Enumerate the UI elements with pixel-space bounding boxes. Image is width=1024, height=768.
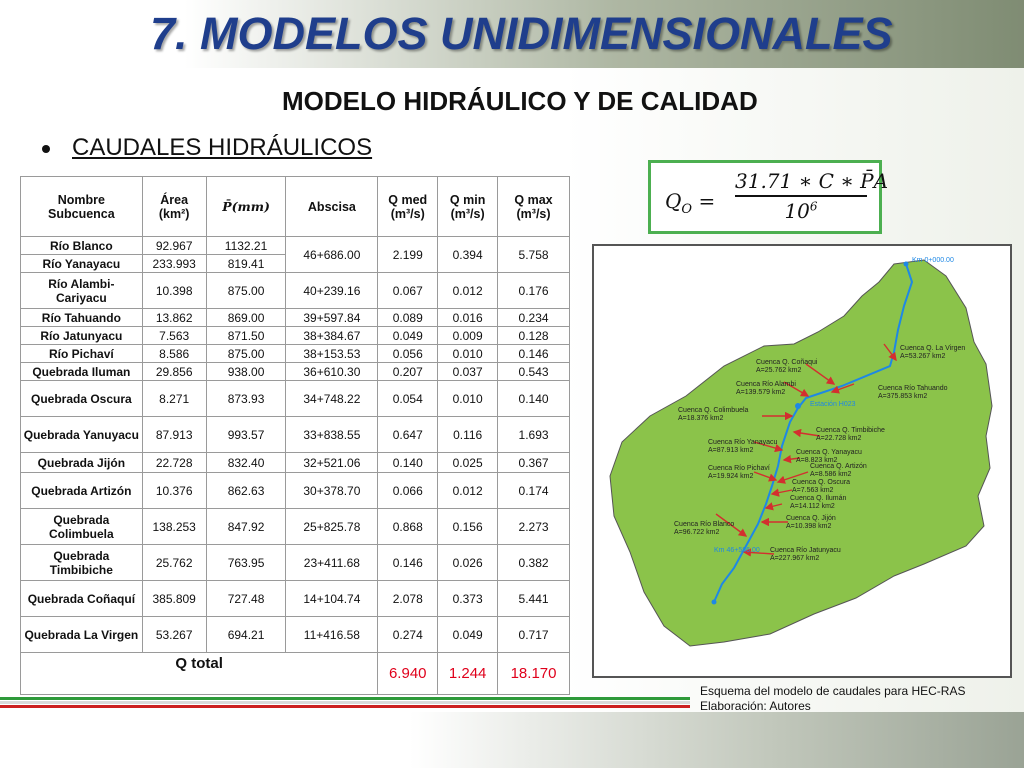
map-label: A=227.967 km2	[770, 555, 820, 562]
map-label: A=14.112 km2	[790, 503, 835, 510]
cell-qmax: 0.717	[498, 617, 570, 653]
cell-precip: 938.00	[206, 363, 286, 381]
caption-line: Elaboración: Autores	[700, 699, 811, 713]
cell-qmed: 0.868	[378, 509, 438, 545]
cell-qmax: 0.146	[498, 345, 570, 363]
table-row	[21, 545, 570, 581]
cell-area: 8.586	[142, 345, 206, 363]
cell-qmin: 0.373	[438, 581, 498, 617]
km-start-marker	[904, 262, 909, 267]
flow-table	[20, 176, 570, 695]
cell-name: Quebrada Timbibiche	[21, 545, 143, 581]
decor-stripe-green	[0, 697, 690, 700]
map-label: Cuenca Q. Colimbuela	[678, 407, 749, 414]
cell-area: 138.253	[142, 509, 206, 545]
table-row	[21, 327, 570, 345]
formula-q-sub: O	[681, 202, 693, 217]
cell-precip: 727.48	[206, 581, 286, 617]
slide-title: 7. MODELOS UNIDIMENSIONALES	[150, 8, 893, 59]
cell-qmin: 0.037	[438, 363, 498, 381]
map-caption	[700, 684, 965, 714]
cell-precip: 993.57	[206, 417, 286, 453]
cell-name: Quebrada Yanuyacu	[21, 417, 143, 453]
total-qmin: 1.244	[438, 653, 498, 695]
table-row	[21, 509, 570, 545]
cell-qmin: 0.026	[438, 545, 498, 581]
cell-qmax: 5.441	[498, 581, 570, 617]
table-row	[21, 417, 570, 453]
map-label: A=96.722 km2	[674, 529, 720, 536]
table-row	[21, 581, 570, 617]
header-qmin: Q min (m³/s)	[438, 177, 498, 237]
table-row	[21, 363, 570, 381]
map-label: Cuenca Q. Jijón	[786, 515, 836, 522]
map-label: A=87.913 km2	[708, 447, 754, 454]
cell-name: Río Blanco	[21, 237, 143, 255]
header-nombre: Nombre Subcuenca	[21, 177, 143, 237]
cell-area: 385.809	[142, 581, 206, 617]
cell-qmax: 0.367	[498, 453, 570, 473]
decor-stripe-white	[0, 701, 690, 704]
table-row	[21, 237, 570, 255]
map-label: A=10.398 km2	[786, 523, 832, 530]
formula-fraction	[735, 169, 889, 223]
map-label: Cuenca Río Yanayacu	[708, 439, 778, 446]
map-label: Cuenca Río Alambi	[736, 381, 796, 388]
cell-precip: 694.21	[206, 617, 286, 653]
header-area: Área (km²)	[142, 177, 206, 237]
cell-qmin: 0.156	[438, 509, 498, 545]
map-label: Cuenca Río Jatunyacu	[770, 547, 841, 554]
table-row	[21, 381, 570, 417]
cell-precip: 1132.21	[206, 237, 286, 255]
map-label: Km 0+000.00	[912, 257, 954, 264]
formula-box	[648, 160, 889, 234]
cell-qmed: 0.049	[378, 327, 438, 345]
formula-numerator: 31.71 ∗ C ∗ P̄A	[735, 169, 867, 197]
map-label: Km 46+586.00	[714, 547, 760, 554]
cell-qmed: 2.078	[378, 581, 438, 617]
cell-name: Quebrada Colimbuela	[21, 509, 143, 545]
cell-qmax: 0.543	[498, 363, 570, 381]
table-row	[21, 473, 570, 509]
cell-name: Río Alambi-Cariyacu	[21, 273, 143, 309]
cell-qmed: 0.207	[378, 363, 438, 381]
map-label: Cuenca Río Blanco	[674, 521, 735, 528]
map-label: A=375.853 km2	[878, 393, 928, 400]
watershed-map-svg	[594, 246, 1010, 676]
cell-precip: 875.00	[206, 273, 286, 309]
cell-qmed: 0.274	[378, 617, 438, 653]
cell-abscisa: 39+597.84	[286, 309, 378, 327]
map-label: A=7.563 km2	[792, 487, 834, 494]
cell-qmax: 0.176	[498, 273, 570, 309]
bullet-text: CAUDALES HIDRÁULICOS	[72, 134, 373, 161]
cell-precip: 832.40	[206, 453, 286, 473]
map-label: A=8.586 km2	[810, 471, 852, 478]
cell-qmax: 0.174	[498, 473, 570, 509]
formula-den-exp: 6	[809, 199, 818, 214]
map-label: Cuenca Q. La Virgen	[900, 345, 966, 352]
cell-qmax: 0.140	[498, 381, 570, 417]
formula-equals: =	[698, 189, 716, 213]
formula-denominator	[735, 197, 867, 223]
station-marker	[795, 403, 801, 409]
cell-qmin: 0.012	[438, 473, 498, 509]
cell-precip: 869.00	[206, 309, 286, 327]
cell-area: 53.267	[142, 617, 206, 653]
table-row	[21, 273, 570, 309]
cell-qmin: 0.116	[438, 417, 498, 453]
caption-line: Esquema del modelo de caudales para HEC-RAS	[700, 684, 966, 698]
header-precip: P̄(mm)	[206, 177, 286, 237]
cell-area: 92.967	[142, 237, 206, 255]
cell-abscisa: 23+411.68	[286, 545, 378, 581]
cell-name: Río Pichaví	[21, 345, 143, 363]
formula-q: Q	[665, 189, 682, 213]
map-label: Cuenca Q. Yanayacu	[796, 449, 862, 456]
map-label: Cuenca Q. Coñaqui	[756, 359, 818, 366]
cell-area: 7.563	[142, 327, 206, 345]
cell-precip: 819.41	[206, 255, 286, 273]
cell-precip: 871.50	[206, 327, 286, 345]
cell-qmax: 5.758	[498, 237, 570, 273]
cell-qmax: 0.128	[498, 327, 570, 345]
cell-qmed: 0.089	[378, 309, 438, 327]
cell-precip: 873.93	[206, 381, 286, 417]
cell-abscisa: 32+521.06	[286, 453, 378, 473]
cell-qmin: 0.025	[438, 453, 498, 473]
total-label: Q total	[21, 653, 378, 695]
cell-qmed: 2.199	[378, 237, 438, 273]
cell-name: Río Jatunyacu	[21, 327, 143, 345]
map-label: Cuenca Río Pichaví	[708, 465, 770, 472]
map-label: Cuenca Q. Timbibiche	[816, 427, 885, 434]
cell-area: 29.856	[142, 363, 206, 381]
map-label: Cuenca Q. Oscura	[792, 479, 850, 486]
cell-abscisa: 33+838.55	[286, 417, 378, 453]
cell-name: Quebrada Coñaquí	[21, 581, 143, 617]
cell-qmin: 0.049	[438, 617, 498, 653]
decor-stripe-red	[0, 705, 690, 708]
cell-qmax: 1.693	[498, 417, 570, 453]
header-qmed: Q med (m³/s)	[378, 177, 438, 237]
table-row	[21, 453, 570, 473]
bullet-dot-icon	[42, 145, 50, 153]
cell-area: 10.376	[142, 473, 206, 509]
table-row	[21, 345, 570, 363]
cell-qmax: 2.273	[498, 509, 570, 545]
cell-qmin: 0.010	[438, 381, 498, 417]
formula-lhs	[665, 189, 715, 217]
map-label: A=19.924 km2	[708, 473, 754, 480]
header-abscisa: Abscisa	[286, 177, 378, 237]
cell-qmin: 0.394	[438, 237, 498, 273]
table-total-row	[21, 653, 570, 695]
cell-qmed: 0.067	[378, 273, 438, 309]
cell-qmax: 0.382	[498, 545, 570, 581]
map-label: A=8.823 km2	[796, 457, 838, 464]
table-row	[21, 309, 570, 327]
map-label: A=22.728 km2	[816, 435, 862, 442]
cell-area: 233.993	[142, 255, 206, 273]
cell-name: Río Yanayacu	[21, 255, 143, 273]
cell-precip: 862.63	[206, 473, 286, 509]
cell-abscisa: 14+104.74	[286, 581, 378, 617]
cell-qmin: 0.010	[438, 345, 498, 363]
cell-abscisa: 40+239.16	[286, 273, 378, 309]
cell-area: 22.728	[142, 453, 206, 473]
cell-qmin: 0.012	[438, 273, 498, 309]
cell-precip: 875.00	[206, 345, 286, 363]
cell-qmed: 0.146	[378, 545, 438, 581]
cell-abscisa: 34+748.22	[286, 381, 378, 417]
cell-name: Quebrada La Virgen	[21, 617, 143, 653]
formula-den-base: 10	[784, 199, 810, 223]
map-label: A=53.267 km2	[900, 353, 946, 360]
map-label: A=18.376 km2	[678, 415, 724, 422]
km-end-marker	[712, 600, 717, 605]
map-label: Cuenca Q. Ilumán	[790, 495, 847, 502]
cell-qmax: 0.234	[498, 309, 570, 327]
cell-name: Quebrada Oscura	[21, 381, 143, 417]
cell-abscisa: 11+416.58	[286, 617, 378, 653]
cell-abscisa: 36+610.30	[286, 363, 378, 381]
cell-name: Quebrada Jijón	[21, 453, 143, 473]
cell-qmed: 0.066	[378, 473, 438, 509]
cell-abscisa: 38+153.53	[286, 345, 378, 363]
watershed-map	[592, 244, 1012, 678]
header-qmax: Q max (m³/s)	[498, 177, 570, 237]
map-label: Cuenca Q. Artizón	[810, 463, 867, 470]
cell-qmed: 0.054	[378, 381, 438, 417]
table-header-row	[21, 177, 570, 237]
total-qmed: 6.940	[378, 653, 438, 695]
cell-name: Quebrada Artizón	[21, 473, 143, 509]
cell-abscisa: 25+825.78	[286, 509, 378, 545]
cell-precip: 763.95	[206, 545, 286, 581]
map-label: Cuenca Río Tahuando	[878, 385, 948, 392]
cell-qmed: 0.140	[378, 453, 438, 473]
table-row	[21, 617, 570, 653]
cell-area: 87.913	[142, 417, 206, 453]
cell-name: Río Tahuando	[21, 309, 143, 327]
cell-area: 13.862	[142, 309, 206, 327]
cell-qmed: 0.056	[378, 345, 438, 363]
bullet-item	[42, 134, 372, 162]
cell-abscisa: 30+378.70	[286, 473, 378, 509]
cell-precip: 847.92	[206, 509, 286, 545]
footer-band	[0, 712, 1024, 768]
cell-area: 25.762	[142, 545, 206, 581]
cell-abscisa: 38+384.67	[286, 327, 378, 345]
cell-abscisa: 46+686.00	[286, 237, 378, 273]
cell-qmin: 0.016	[438, 309, 498, 327]
map-label: A=25.762 km2	[756, 367, 802, 374]
cell-qmed: 0.647	[378, 417, 438, 453]
cell-qmin: 0.009	[438, 327, 498, 345]
slide-subtitle: MODELO HIDRÁULICO Y DE CALIDAD	[282, 86, 758, 116]
cell-area: 8.271	[142, 381, 206, 417]
cell-area: 10.398	[142, 273, 206, 309]
map-label: Estación H023	[810, 401, 856, 408]
map-label: A=139.579 km2	[736, 389, 786, 396]
total-qmax: 18.170	[498, 653, 570, 695]
cell-name: Quebrada Iluman	[21, 363, 143, 381]
